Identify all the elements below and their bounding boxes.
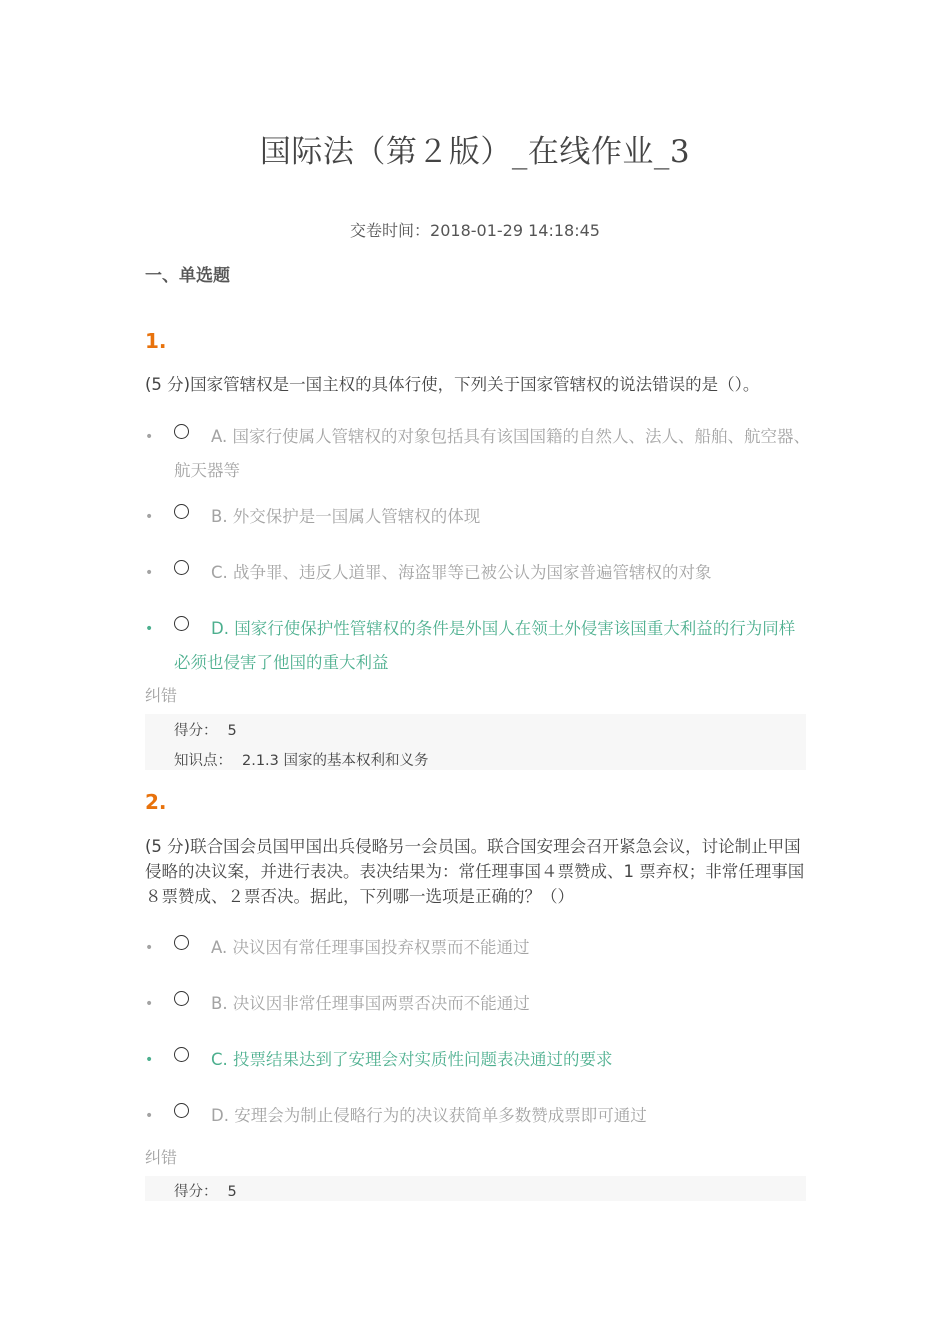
- section-title: 一、单选题: [145, 266, 230, 286]
- score-box: [145, 1176, 806, 1201]
- knowledge-label: 知识点：: [174, 753, 232, 769]
- bullet-icon: •: [145, 509, 154, 525]
- option-text: C. 战争罪、违反人道罪、海盗罪等已被公认为国家普遍管辖权的对象: [211, 563, 712, 582]
- bullet-icon: •: [145, 429, 154, 445]
- option-text: D. 国家行使保护性管辖权的条件是外国人在领土外侵害该国重大利益的行为同样必须也侵害了他国的重大利益: [174, 619, 796, 672]
- option-text: A. 国家行使属人管辖权的对象包括具有该国国籍的自然人、法人、船舶、航空器、航天器等: [174, 427, 810, 480]
- score-line: [174, 719, 237, 740]
- bullet-icon: •: [145, 621, 154, 637]
- option-item[interactable]: [145, 500, 810, 534]
- radio-button[interactable]: [174, 1103, 189, 1118]
- bullet-icon: •: [145, 1052, 154, 1068]
- option-item-correct[interactable]: [145, 612, 810, 680]
- score-label: 得分：: [174, 1184, 218, 1200]
- radio-button[interactable]: [174, 935, 189, 950]
- score-box: [145, 714, 806, 770]
- document-title: 国际法（第２版）_在线作业_3: [259, 134, 691, 170]
- option-text: C. 投票结果达到了安理会对实质性问题表决通过的要求: [211, 1050, 613, 1069]
- radio-button[interactable]: [174, 424, 189, 439]
- option-item[interactable]: [145, 987, 810, 1021]
- score-value: 5: [227, 723, 237, 739]
- submit-time-value: 2018-01-29 14:18:45: [430, 221, 600, 240]
- score-value: 5: [227, 1184, 237, 1200]
- radio-button[interactable]: [174, 991, 189, 1006]
- option-item-correct[interactable]: [145, 1043, 810, 1077]
- radio-button[interactable]: [174, 504, 189, 519]
- option-item[interactable]: [145, 556, 810, 590]
- bullet-icon: •: [145, 565, 154, 581]
- option-item[interactable]: [145, 420, 810, 488]
- bullet-icon: •: [145, 940, 154, 956]
- submit-time-label: 交卷时间：: [350, 221, 431, 240]
- question-stem: (5 分)联合国会员国甲国出兵侵略另一会员国。联合国安理会召开紧急会议，讨论制止甲国侵略的决议案，并进行表决。表决结果为：常任理事国４票赞成、1 票弃权；非常任理事国８票赞成、２票否决。据此，下列哪一选项是正确的？（）: [145, 837, 805, 906]
- knowledge-value: 2.1.3 国家的基本权利和义务: [242, 753, 429, 769]
- correction-link[interactable]: 纠错: [145, 686, 178, 705]
- option-text: D. 安理会为制止侵略行为的决议获简单多数赞成票即可通过: [211, 1106, 647, 1125]
- radio-button[interactable]: [174, 1047, 189, 1062]
- question-stem: (5 分)国家管辖权是一国主权的具体行使，下列关于国家管辖权的说法错误的是（）。: [145, 375, 760, 394]
- question-number: 1.: [145, 329, 167, 353]
- radio-button[interactable]: [174, 616, 189, 631]
- correction-link[interactable]: 纠错: [145, 1148, 178, 1167]
- score-label: 得分：: [174, 723, 218, 739]
- option-text: B. 外交保护是一国属人管辖权的体现: [211, 507, 481, 526]
- option-item[interactable]: [145, 931, 810, 965]
- knowledge-line: [174, 749, 429, 770]
- score-line: [174, 1180, 237, 1201]
- radio-button[interactable]: [174, 560, 189, 575]
- option-text: A. 决议因有常任理事国投弃权票而不能通过: [211, 938, 530, 957]
- bullet-icon: •: [145, 996, 154, 1012]
- bullet-icon: •: [145, 1108, 154, 1124]
- question-number: 2.: [145, 790, 167, 814]
- submit-time: [0, 218, 950, 241]
- option-item[interactable]: [145, 1099, 810, 1133]
- option-text: B. 决议因非常任理事国两票否决而不能通过: [211, 994, 530, 1013]
